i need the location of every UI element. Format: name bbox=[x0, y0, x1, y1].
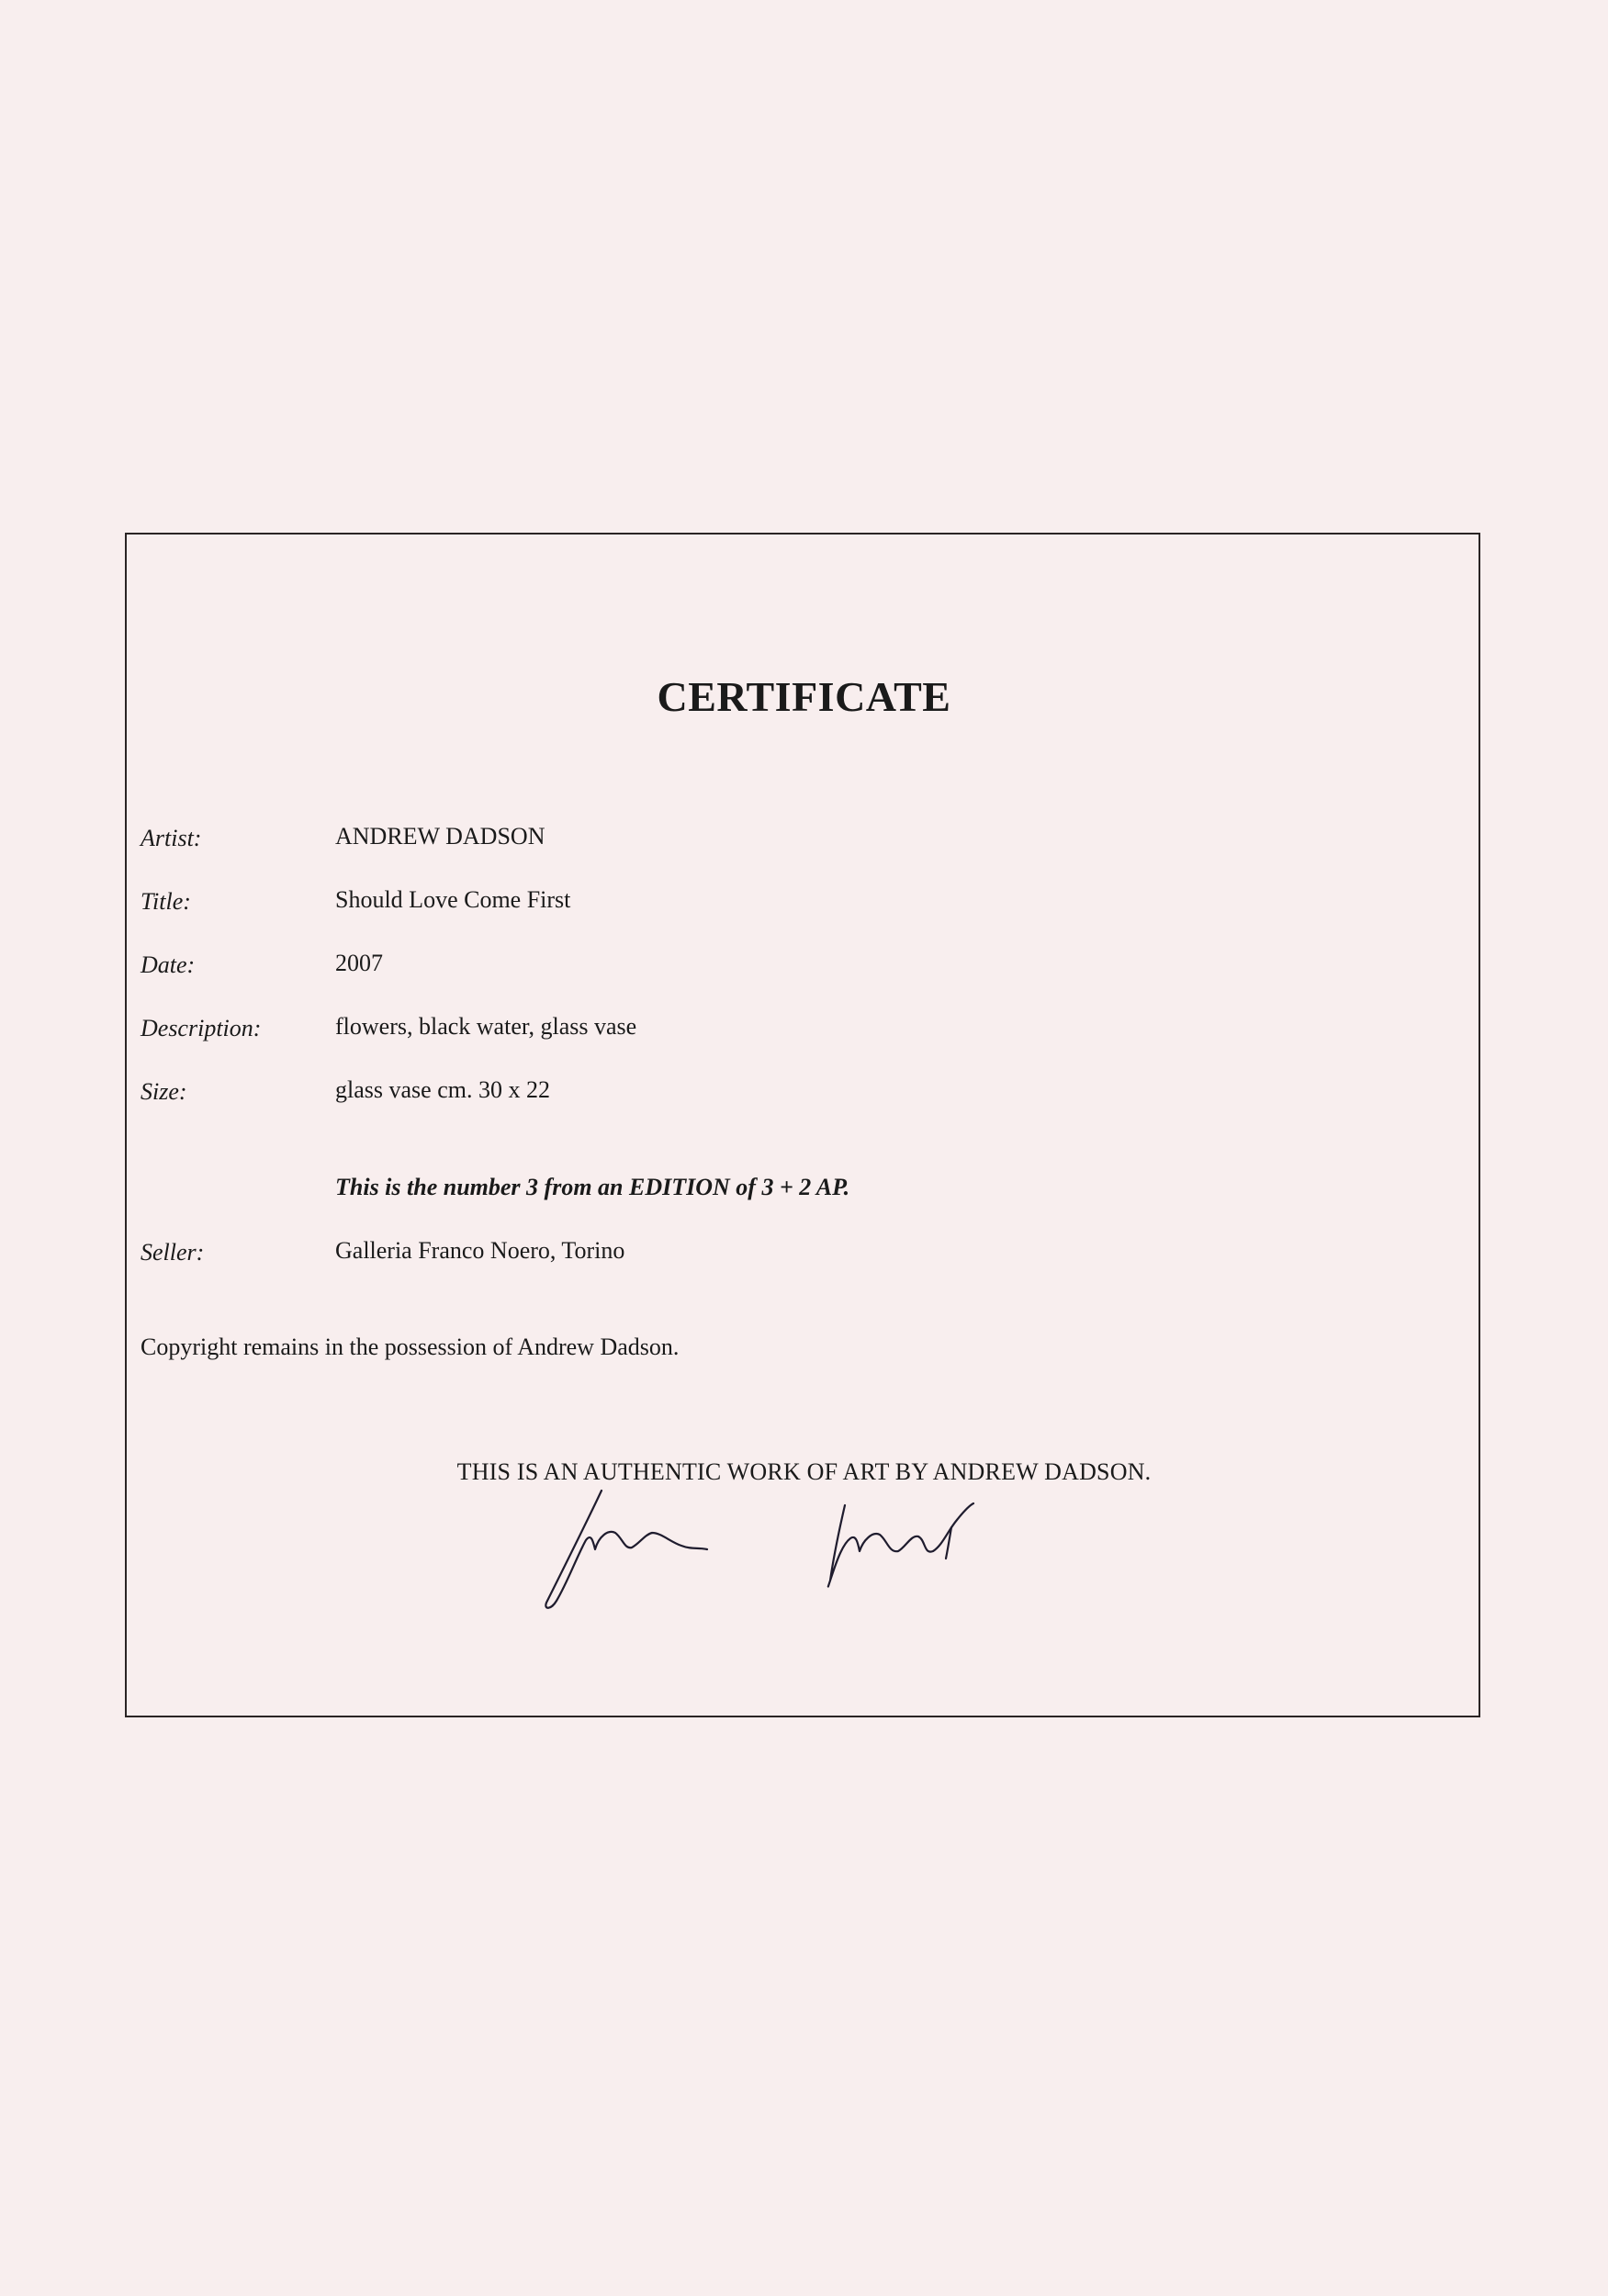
date-value: 2007 bbox=[335, 950, 383, 976]
size-value: glass vase cm. 30 x 22 bbox=[335, 1076, 550, 1103]
artist-value: ANDREW DADSON bbox=[335, 823, 545, 850]
size-label: Size: bbox=[141, 1078, 187, 1105]
signature bbox=[533, 1483, 1102, 1621]
seller-value: Galleria Franco Noero, Torino bbox=[335, 1237, 625, 1264]
certificate-heading: CERTIFICATE bbox=[657, 673, 951, 720]
authenticity-statement: THIS IS AN AUTHENTIC WORK OF ART BY ANDREW DADSON. bbox=[456, 1458, 1152, 1485]
date-label: Date: bbox=[141, 951, 196, 978]
edition-note: This is the number 3 from an EDITION of 3 + 2 AP. bbox=[335, 1174, 850, 1200]
description-value: flowers, black water, glass vase bbox=[335, 1013, 637, 1040]
copyright-statement: Copyright remains in the possession of Andrew Dadson. bbox=[141, 1334, 680, 1360]
seller-label: Seller: bbox=[141, 1239, 205, 1266]
artist-label: Artist: bbox=[141, 825, 202, 851]
description-label: Description: bbox=[141, 1015, 262, 1041]
title-label: Title: bbox=[141, 888, 191, 915]
title-value: Should Love Come First bbox=[335, 886, 571, 913]
